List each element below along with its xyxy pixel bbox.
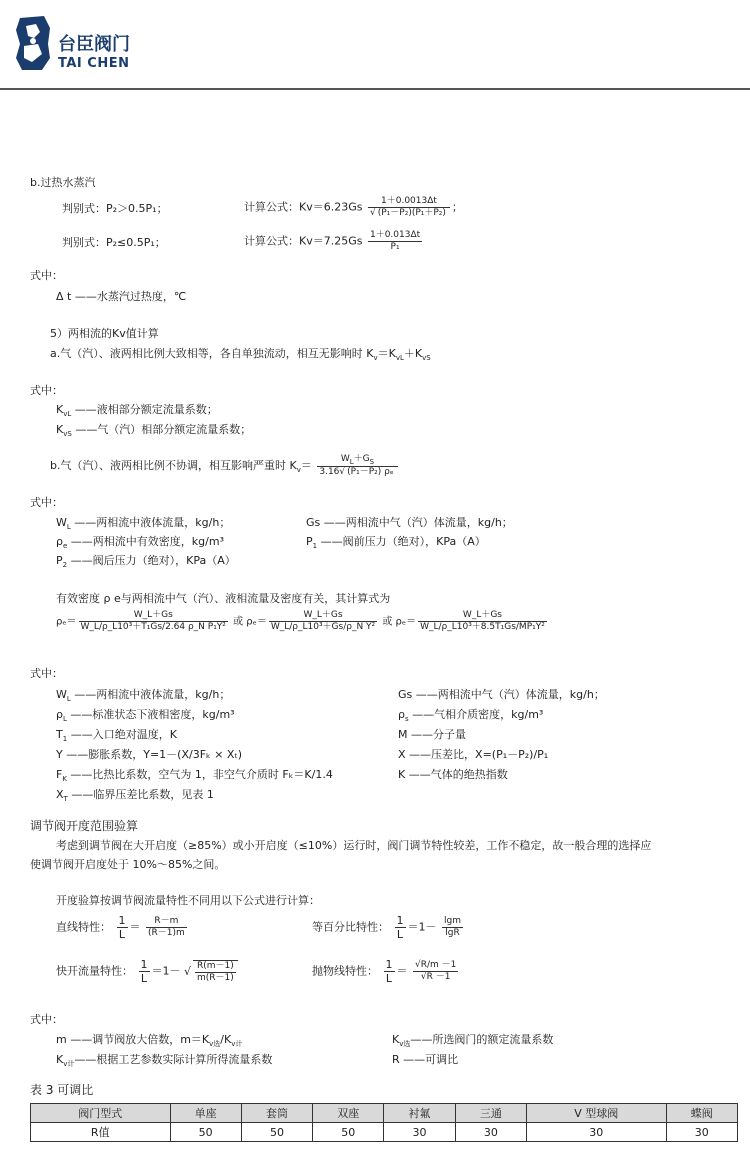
table-3-title: 表 3 可调比 xyxy=(30,1083,94,1097)
definition-symbol: K xyxy=(398,768,406,781)
table-header-cell: 单座 xyxy=(170,1104,241,1123)
def-gs: Gs ——两相流中气（汽）体流量，kg/h； xyxy=(306,516,513,529)
where-label-2: 式中： xyxy=(30,384,63,397)
definition-text: ——气体的绝热指数 xyxy=(405,768,508,781)
opening-paragraph-2: 使调节阀开启度处于 10%～85%之间。 xyxy=(30,858,226,871)
def-m: m ——调节阀放大倍数，$m=K_{v选}/K_{v计}$ xyxy=(56,1033,243,1049)
definition-symbol: M xyxy=(398,728,408,741)
definition-item: $\rho_L$ ——标准状态下液相密度，kg/m³ xyxy=(56,708,235,724)
definition-text: ——分子量 xyxy=(407,728,466,741)
definition-symbol: X xyxy=(56,788,64,801)
rangeability-table xyxy=(30,1103,738,1142)
definition-symbol: Y xyxy=(56,748,63,761)
definition-item xyxy=(56,748,242,761)
definition-text: ——膨胀系数，Y=1－(X/3Fₖ × Xₜ) xyxy=(62,748,242,761)
formula-equal-percentage: 等百分比特性： $\frac{1}{L}$ ＝1－ $\frac{\lg m}{\lg R}$ xyxy=(312,914,461,942)
criterion-1: 判别式：P₂＞0.5P₁； xyxy=(62,202,168,215)
table-header-cell: V 型球阀 xyxy=(527,1104,667,1123)
definition-text: ——比热比系数，空气为 1，非空气介质时 Fₖ＝K/1.4 xyxy=(66,768,333,781)
definition-symbol: ρ xyxy=(398,708,405,721)
definition-item: $\rho_s$ ——气相介质密度，kg/m³ xyxy=(398,708,544,724)
formula-parabolic: 抛物线特性： $\frac{1}{L}$ ＝ √ R/m －1 √ R －1 xyxy=(312,958,460,985)
density-intro: 有效密度 ρ e与两相流中气（汽）、液相流量及密度有关，其计算式为 xyxy=(56,592,391,605)
where-label-4: 式中： xyxy=(30,667,63,680)
definition-symbol: W xyxy=(56,688,67,701)
table-cell: 30 xyxy=(455,1123,526,1142)
def-wl: $W_L$ ——两相流中液体流量，kg/h； xyxy=(56,516,231,532)
company-logo-icon xyxy=(14,14,52,72)
table-cell: 50 xyxy=(241,1123,312,1142)
delta-t-definition: Δ t ——水蒸汽过热度，℃ xyxy=(56,290,187,303)
opening-section-title: 调节阀开度范围验算 xyxy=(30,819,139,833)
definition-item: $W_L$ ——两相流中液体流量，kg/h； xyxy=(56,688,231,704)
definition-item xyxy=(398,748,548,761)
definition-item xyxy=(398,768,508,781)
section-b-title: b.过热水蒸汽 xyxy=(30,176,96,189)
table-header-cell: 阀门型式 xyxy=(31,1104,171,1123)
opening-paragraph-1: 考虑到调节阀在大开启度（≥85%）或小开启度（≤10%）运行时，阀门调节特性较差，工作不稳定，故一般合理的选择应 xyxy=(56,839,652,852)
two-phase-a: a.气（汽）、液两相比例大致相等，各自单独流动，相互无影响时 $K_v=K_{vL}+K_{vS}$ xyxy=(50,347,431,363)
definition-text: ——临界压差比系数，见表 1 xyxy=(67,788,214,801)
table-header-cell: 双座 xyxy=(313,1104,384,1123)
criterion-2: 判别式：P₂≤0.5P₁； xyxy=(62,236,166,249)
definition-symbol: F xyxy=(56,768,63,781)
where-label-5: 式中： xyxy=(30,1013,63,1026)
def-r: R ——可调比 xyxy=(392,1053,459,1066)
definition-text: ——标准状态下液相密度，kg/m³ xyxy=(66,708,235,721)
table-cell: 50 xyxy=(313,1123,384,1142)
definition-symbol: X xyxy=(398,748,406,761)
def-pe: $\rho_e$ ——两相流中有效密度，kg/m³ xyxy=(56,535,224,551)
definition-item: $T_1$ ——入口绝对温度，K xyxy=(56,728,177,744)
table-cell: 30 xyxy=(527,1123,667,1142)
table-row xyxy=(31,1123,738,1142)
table-cell: 50 xyxy=(170,1123,241,1142)
table-header-cell: 三通 xyxy=(455,1104,526,1123)
kvl-definition: $K_{vL}$ ——液相部分额定流量系数； xyxy=(56,403,218,419)
definition-text: ——入口绝对温度，K xyxy=(67,728,177,741)
definition-item xyxy=(398,728,466,741)
definition-text: ——两相流中气（汽）体流量，kg/h； xyxy=(412,688,605,701)
where-label-3: 式中： xyxy=(30,496,63,509)
formula-2: 计算公式：Kv＝7.25Gs $\frac{1+0.013\Delta t}{\text{P₁}}$ xyxy=(244,230,421,252)
definition-item: $X_T$ ——临界压差比系数，见表 1 xyxy=(56,788,214,804)
def-kv-calculated: $K_{v计}——$根据工艺参数实际计算所得流量系数 xyxy=(56,1053,273,1069)
section-5-title: 5）两相流的Kv值计算 xyxy=(50,327,159,340)
brand-name-en: TAI CHEN xyxy=(58,56,130,71)
definition-text: ——两相流中液体流量，kg/h； xyxy=(70,688,231,701)
formula-1: 计算公式：Kv＝6.23Gs 1＋0.0013Δt √ (P₁－P₂)(P₁＋P₂) ； xyxy=(244,196,463,219)
table-header-cell: 蝶阀 xyxy=(666,1104,737,1123)
formula-linear: 直线特性： $\frac{1}{L}$ ＝ $\frac{R-m}{(R-1)m}$ xyxy=(56,914,185,942)
header-divider xyxy=(0,88,750,90)
table-header-cell: 套筒 xyxy=(241,1104,312,1123)
density-formulas: ρₑ＝ $\frac{W\_L+Gs}{\text{W\_L/ρ\_L10³＋T₁Gs/2.64 ρ\_N P₁Y²}}$ 或 ρₑ＝ $\frac{W\_L+Gs}{\text{W\_L/ρ\_L10³＋Gs/ρ\_N Y²}}$ 或 ρₑ＝ $\frac{W\_L+Gs}{\text{W\_L/ρ\_L10³＋8.5T₁Gs/MP₁Y²}}$ xyxy=(56,610,545,632)
formula-quick-open: 快开流量特性： $\frac{1}{L}$ ＝1－ √ $\frac{R(m-1)}{m(R-1)}$ xyxy=(56,958,240,985)
table-cell: 30 xyxy=(666,1123,737,1142)
table-header-row xyxy=(31,1104,738,1123)
table-cell: 30 xyxy=(384,1123,455,1142)
def-kv-selected: $K_{v选}——$所选阀门的额定流量系数 xyxy=(392,1033,554,1049)
definition-symbol: ρ xyxy=(56,708,63,721)
def-p1: $P_1$ ——阀前压力（绝对），KPa（A） xyxy=(306,535,486,551)
where-label-1: 式中： xyxy=(30,269,63,282)
kvg-definition: $K_{vS}$ ——气（汽）相部分额定流量系数； xyxy=(56,423,252,439)
definition-symbol: Gs xyxy=(398,688,413,701)
definition-text: ——气相介质密度，kg/m³ xyxy=(408,708,544,721)
def-p2: $P_2$ ——阀后压力（绝对），KPa（A） xyxy=(56,554,236,570)
two-phase-b: b.气（汽）、液两相比例不协调，相互影响严重时 $K_v=$ $\frac{W_L+G_S}{\text{3.16√ (P₁－P₂) ρₑ}}$ xyxy=(50,454,400,478)
definition-symbol: T xyxy=(56,728,63,741)
opening-paragraph-3: 开度验算按调节阀流量特性不同用以下公式进行计算： xyxy=(56,894,320,907)
table-cell: R值 xyxy=(31,1123,171,1142)
definition-item xyxy=(398,688,605,701)
table-header-cell: 衬氟 xyxy=(384,1104,455,1123)
definition-text: ——压差比，X=(P₁－P₂)/P₁ xyxy=(405,748,549,761)
definition-item: $F_K$ ——比热比系数，空气为 1，非空气介质时 Fₖ＝K/1.4 xyxy=(56,768,333,784)
brand-name-cn: 台臣阀门 xyxy=(58,34,130,55)
